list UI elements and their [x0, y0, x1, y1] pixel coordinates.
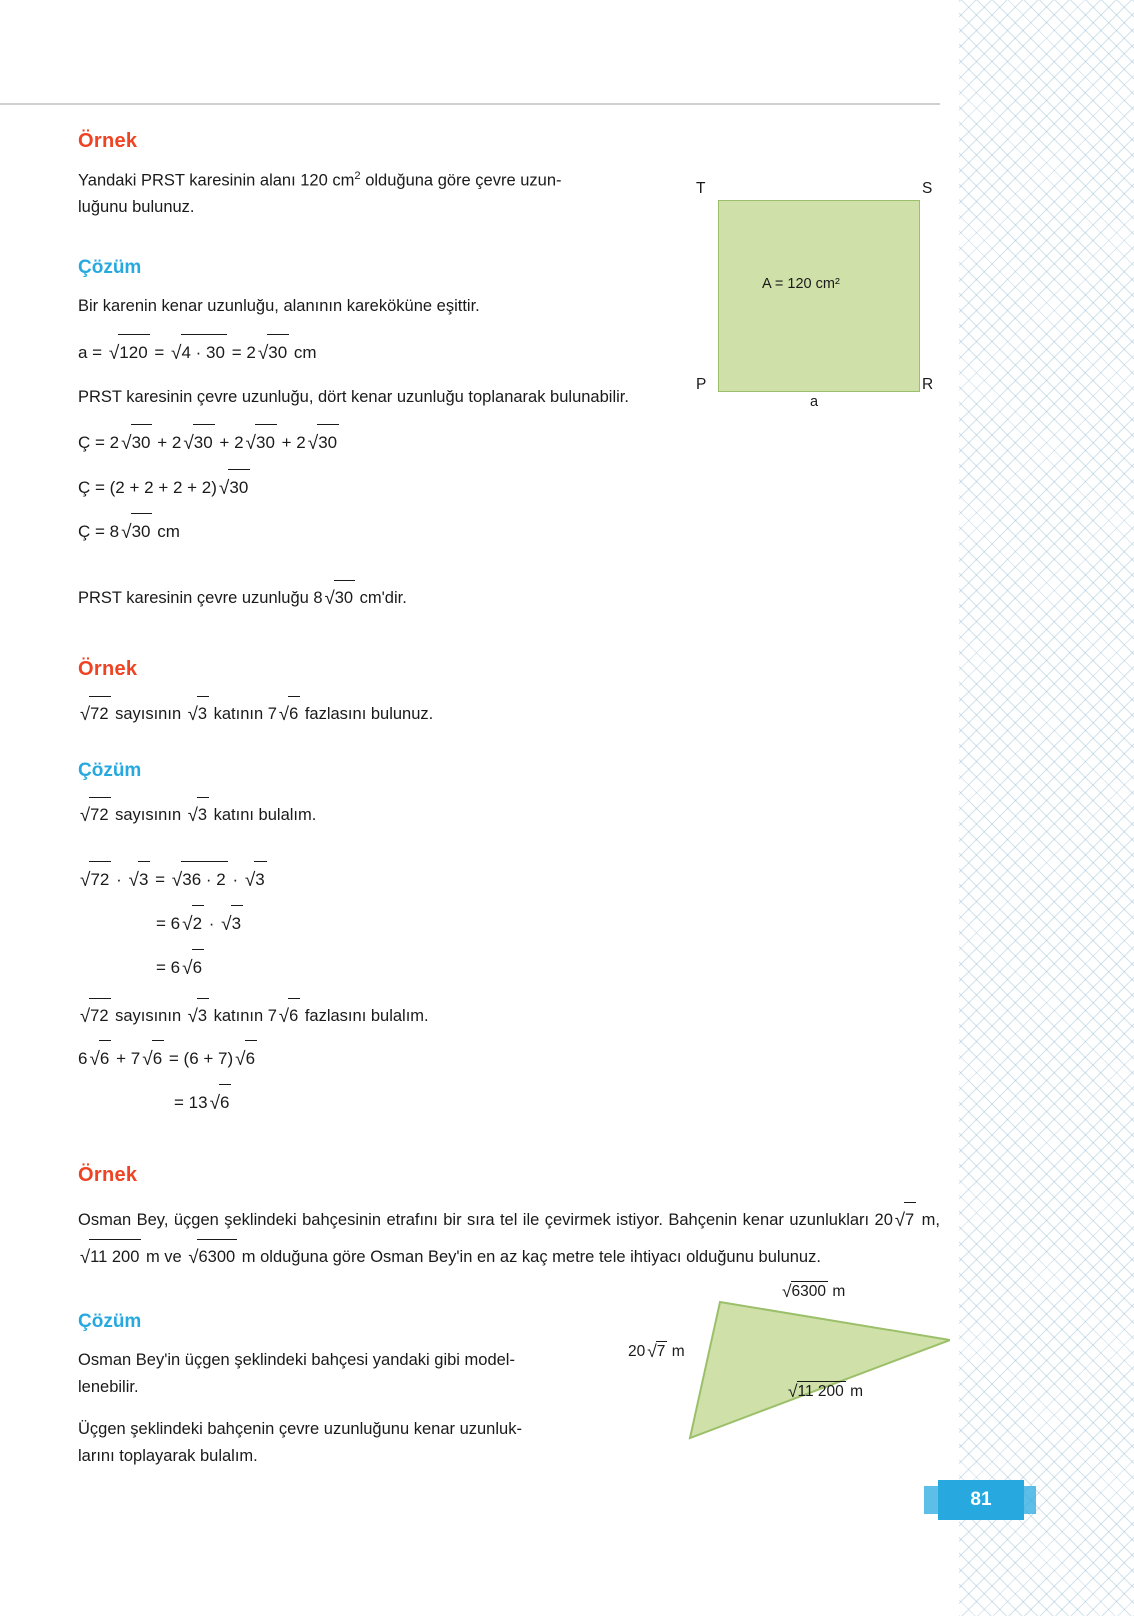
e3-line1a: Osman Bey'in üçgen şeklindeki bahçesi yandaki gibi model- — [78, 1351, 515, 1370]
example-3-line-1 — [78, 1347, 623, 1400]
example-3-solution-heading: Çözüm — [78, 1311, 142, 1333]
radical: √7 — [893, 1201, 916, 1238]
radicand: 6 — [288, 998, 300, 1033]
vertex-label-p: P — [696, 376, 707, 393]
radical: √30 — [119, 424, 152, 462]
radical: √2 — [180, 905, 204, 943]
square-shape — [718, 200, 920, 392]
radical: √7 — [647, 1341, 666, 1361]
example-1-question-text-b: olduğuna göre çevre uzun- — [360, 171, 562, 190]
triangle-shape — [620, 1280, 950, 1455]
example-2-heading: Örnek — [78, 657, 138, 680]
radical: √30 — [119, 513, 152, 551]
radical: √6 — [233, 1040, 257, 1078]
vertex-label-t: T — [696, 180, 706, 197]
vertex-label-s: S — [922, 180, 933, 197]
m4-text-2: + 7 — [111, 1048, 141, 1068]
radicand: 30 — [255, 424, 277, 460]
radicand: 30 — [228, 469, 250, 505]
radicand: 6 — [219, 1084, 231, 1120]
radical: √11 200 — [788, 1381, 844, 1401]
e3-line2b: larını toplayarak bulalım. — [78, 1447, 258, 1466]
radicand: 72 — [89, 797, 110, 832]
example-3-heading: Örnek — [78, 1164, 138, 1187]
example-2-math-2 — [78, 905, 940, 943]
radicand: 6 — [245, 1040, 257, 1076]
radicand: 30 — [267, 334, 289, 370]
radical: √36 · 2 — [170, 861, 228, 899]
example-2-step-line-1 — [78, 796, 940, 833]
q-text-2: katının 7 — [209, 704, 277, 723]
example-2-math-3 — [78, 949, 940, 987]
example-1-math-3 — [78, 469, 940, 507]
radical: √6300 — [186, 1238, 237, 1275]
example-1-question-text-a: Yandaki PRST karesinin alanı 120 cm — [78, 171, 355, 190]
radicand: 7 — [656, 1343, 666, 1360]
math2-prefix: Ç = 2 — [78, 433, 120, 453]
radicand: 6 — [99, 1040, 111, 1076]
radicand: 3 — [138, 861, 150, 897]
radicand: 11 200 — [797, 1383, 844, 1400]
radicand: 6300 — [197, 1239, 237, 1274]
area-label: A = 120 cm² — [762, 276, 840, 292]
radical: √120 — [107, 334, 150, 372]
radical: √6 — [87, 1040, 111, 1078]
triangle-side-bottom-label — [786, 1380, 863, 1401]
radical: √30 — [181, 424, 214, 462]
example-1-question-exponent: 2 — [354, 170, 361, 182]
header-rule — [0, 103, 940, 105]
radicand: 72 — [89, 998, 110, 1033]
radical: √6 — [277, 997, 300, 1034]
e3-line2a: Üçgen şeklindeki bahçenin çevre uzunluğunu kenar uzunluk- — [78, 1420, 522, 1439]
radicand: 30 — [334, 580, 355, 615]
math2-sep-3: + 2 — [276, 433, 306, 453]
radical: √6300 — [782, 1281, 827, 1301]
radicand: 4 · 30 — [181, 334, 227, 370]
triangle-side-left-label — [628, 1340, 685, 1361]
example-1-conclusion — [78, 579, 940, 616]
math2-sep-2: + 2 — [214, 433, 244, 453]
example-2-math-4 — [78, 1040, 940, 1078]
q3-text-2: m, — [916, 1211, 940, 1230]
radical: √30 — [306, 424, 339, 462]
s1-text-1: sayısının — [110, 805, 186, 824]
page-number-badge: 81 — [938, 1480, 1024, 1520]
math4-suffix: cm — [152, 521, 180, 541]
example-2-block — [78, 658, 940, 1122]
figure-square-prst — [690, 180, 940, 410]
radical: √72 — [78, 796, 111, 833]
radicand: 72 — [89, 696, 110, 731]
math1-mid-2: = 2 — [226, 342, 256, 362]
example-1-line-2: PRST karesinin çevre uzunluğu, dört kenar uzunluğu toplanarak bulunabilir. — [78, 387, 629, 406]
example-3-line-2 — [78, 1416, 623, 1469]
figure-triangle-garden — [620, 1280, 950, 1455]
radical: √3 — [243, 861, 267, 899]
example-1-question — [78, 167, 678, 221]
radicand: 3 — [231, 905, 243, 941]
radical: √30 — [217, 469, 250, 507]
radical: √30 — [244, 424, 277, 462]
radical: √6 — [208, 1084, 232, 1122]
radicand: 120 — [118, 334, 149, 370]
radical: √6 — [180, 949, 204, 987]
radical: √72 — [78, 695, 111, 732]
radical: √30 — [323, 579, 356, 616]
conclusion-suffix: cm'dir. — [355, 588, 407, 607]
math1-mid-1: = — [149, 342, 170, 362]
radicand: 30 — [131, 513, 153, 549]
radicand: 3 — [197, 696, 209, 731]
m5-text-1: = 13 — [174, 1093, 208, 1112]
math4-prefix: Ç = 8 — [78, 521, 120, 541]
radicand: 6300 — [791, 1283, 827, 1300]
m4-text-1: 6 — [78, 1048, 88, 1068]
m1-text-2: = — [150, 869, 170, 889]
example-1-solution-heading: Çözüm — [78, 256, 142, 278]
radical: √3 — [219, 905, 243, 943]
radical: √3 — [186, 796, 209, 833]
vertex-label-r: R — [922, 376, 934, 393]
math1-prefix: a = — [78, 342, 107, 362]
m1-text-1: · — [111, 869, 127, 889]
radicand: 11 200 — [89, 1239, 141, 1274]
unit-top: m — [828, 1283, 846, 1300]
example-1-math-4 — [78, 513, 940, 551]
example-2-solution-heading: Çözüm — [78, 759, 142, 781]
radical: √72 — [78, 861, 111, 899]
q-text-3: fazlasını bulunuz. — [300, 704, 434, 723]
example-2-math-5 — [78, 1084, 940, 1122]
radicand: 6 — [192, 949, 204, 985]
m3-text-1: = 6 — [156, 957, 181, 977]
radicand: 2 — [192, 905, 204, 941]
q-text-1: sayısının — [110, 704, 186, 723]
radical: √3 — [126, 861, 150, 899]
example-1-heading: Örnek — [78, 130, 138, 152]
s1-text-2: katını bulalım. — [209, 805, 317, 824]
radicand: 72 — [89, 861, 111, 897]
radicand: 3 — [197, 998, 209, 1033]
s2-text-2: katının 7 — [209, 1006, 277, 1025]
radical: √4 · 30 — [169, 334, 227, 372]
s2-text-3: fazlasını bulalım. — [300, 1006, 429, 1025]
radical: √3 — [186, 997, 209, 1034]
example-2-math-1 — [78, 861, 940, 899]
q3-text-4: m olduğuna göre Osman Bey'in en az kaç metre tele ihtiyacı olduğunu bulunuz. — [237, 1248, 821, 1267]
q3-text-3: m ve — [141, 1248, 187, 1267]
example-1-question-text-c: luğunu bulunuz. — [78, 198, 195, 217]
conclusion-prefix: PRST karesinin çevre uzunluğu 8 — [78, 588, 323, 607]
side-label: a — [810, 394, 819, 410]
unit-bottom: m — [845, 1383, 864, 1400]
radicand: 3 — [254, 861, 266, 897]
m1-text-3: · — [227, 869, 243, 889]
radical: √3 — [186, 695, 209, 732]
math2-sep-1: + 2 — [152, 433, 182, 453]
radicand: 30 — [193, 424, 215, 460]
radicand: 3 — [197, 797, 209, 832]
radicand: 30 — [317, 424, 339, 460]
decorative-hatch-strip — [959, 0, 1134, 1616]
q3-text-1: Osman Bey, üçgen şeklindeki bahçesinin etrafını bir sıra tel ile çevirmek istiyor. Bahçenin kenar uzunlukları 20 — [78, 1211, 893, 1230]
radicand: 7 — [904, 1202, 916, 1237]
unit-left: m — [667, 1343, 685, 1360]
radical: √30 — [256, 334, 289, 372]
radicand: 30 — [131, 424, 153, 460]
math1-suffix: cm — [289, 342, 317, 362]
radical: √6 — [277, 695, 300, 732]
m4-text-3: = (6 + 7) — [164, 1048, 234, 1068]
m2-text-2: · — [204, 913, 220, 933]
example-1-line-1: Bir karenin kenar uzunluğu, alanının kareköküne eşittir. — [78, 296, 480, 315]
radical: √11 200 — [78, 1238, 141, 1275]
e3-line1b: lenebilir. — [78, 1377, 139, 1396]
radicand: 36 · 2 — [181, 861, 227, 897]
example-2-question — [78, 695, 940, 732]
example-3-question — [78, 1201, 940, 1275]
radicand: 6 — [152, 1040, 164, 1076]
radicand: 6 — [288, 696, 300, 731]
example-1-math-2 — [78, 424, 940, 462]
math3-prefix: Ç = (2 + 2 + 2 + 2) — [78, 477, 217, 497]
example-2-step-line-2 — [78, 997, 940, 1034]
radical: √6 — [140, 1040, 164, 1078]
radical: √72 — [78, 997, 111, 1034]
triangle-side-top-label — [780, 1280, 845, 1301]
m2-text-1: = 6 — [156, 913, 181, 933]
s2-text-1: sayısının — [110, 1006, 186, 1025]
coef-left: 20 — [628, 1343, 646, 1360]
